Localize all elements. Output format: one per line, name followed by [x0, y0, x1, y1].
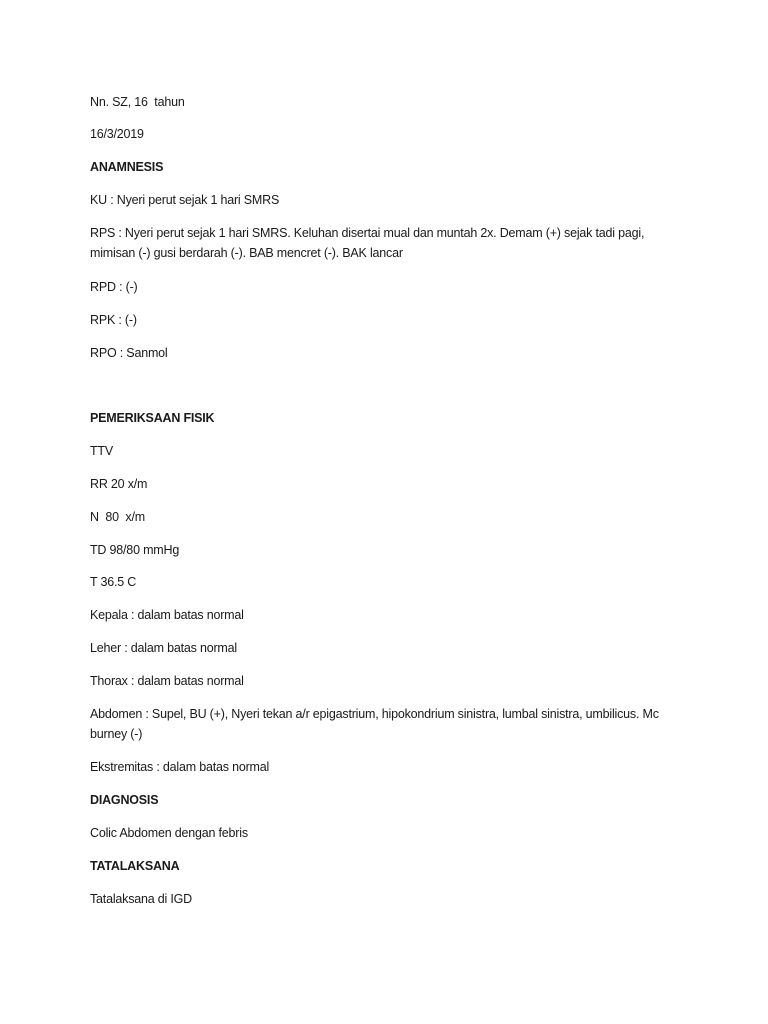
present-illness-history: RPS : Nyeri perut sejak 1 hari SMRS. Keluhan disertai mual dan muntah 2x. Demam (+) sejak tadi pagi, mimisan (-) gusi berdarah (-). BAB mencret (-). BAK lancar	[90, 226, 648, 260]
blood-pressure: TD 98/80 mmHg	[90, 543, 180, 557]
exam-thorax: Thorax : dalam batas normal	[90, 674, 244, 688]
exam-extremities: Ekstremitas : dalam batas normal	[90, 760, 270, 774]
section-heading-anamnesis: ANAMNESIS	[90, 160, 164, 174]
section-heading-management: TATALAKSANA	[90, 859, 180, 873]
section-heading-diagnosis: DIAGNOSIS	[90, 793, 159, 807]
record-date: 16/3/2019	[90, 127, 144, 141]
patient-header: Nn. SZ, 16 tahun	[90, 95, 185, 109]
exam-neck: Leher : dalam batas normal	[90, 641, 237, 655]
respiratory-rate: RR 20 x/m	[90, 477, 148, 491]
diagnosis-value: Colic Abdomen dengan febris	[90, 826, 248, 840]
exam-abdomen: Abdomen : Supel, BU (+), Nyeri tekan a/r epigastrium, hipokondrium sinistra, lumbal sinistra, umbilicus. Mc burney (-)	[90, 707, 663, 741]
vital-signs-label: TTV	[90, 444, 114, 458]
exam-head: Kepala : dalam batas normal	[90, 608, 244, 622]
temperature: T 36.5 C	[90, 575, 137, 589]
family-illness-history: RPK : (-)	[90, 313, 137, 327]
past-illness-history: RPD : (-)	[90, 280, 138, 294]
chief-complaint: KU : Nyeri perut sejak 1 hari SMRS	[90, 193, 280, 207]
medication-history: RPO : Sanmol	[90, 346, 168, 360]
pulse-rate: N 80 x/m	[90, 510, 145, 524]
section-heading-physical-exam: PEMERIKSAAN FISIK	[90, 411, 215, 425]
management-value: Tatalaksana di IGD	[90, 892, 193, 906]
